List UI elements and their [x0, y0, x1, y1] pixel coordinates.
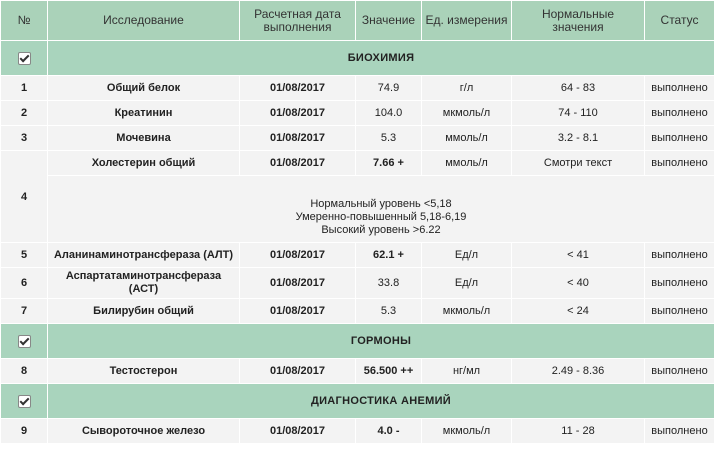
row-test-name: Билирубин общий	[48, 299, 240, 324]
header-date[interactable]: Расчетная дата выполнения	[240, 1, 356, 41]
row-num: 9	[1, 419, 48, 444]
section-checkbox[interactable]	[18, 395, 31, 408]
row-test-name: Тестостерон	[48, 359, 240, 384]
row-unit: мкмоль/л	[422, 101, 512, 126]
section-row-hormones	[1, 324, 714, 359]
row-num: 1	[1, 76, 48, 101]
table-header-row	[1, 1, 714, 41]
row-test-name: Общий белок	[48, 76, 240, 101]
note-line: Нормальный уровень <5,18	[310, 197, 452, 210]
section-checkbox[interactable]	[18, 52, 31, 65]
row-value: 5.3	[356, 126, 422, 151]
row-test-name: Аспартатаминотрансфераза (АСТ)	[48, 268, 240, 299]
reference-note	[48, 176, 714, 243]
table-row[interactable]	[1, 76, 714, 101]
table-row[interactable]	[1, 126, 714, 151]
row-date: 01/08/2017	[240, 151, 356, 176]
row-normal: 3.2 - 8.1	[512, 126, 645, 151]
row-note	[1, 176, 714, 243]
row-status: выполнено	[645, 76, 714, 101]
row-value: 62.1 +	[356, 243, 422, 268]
section-row-anemia	[1, 384, 714, 419]
row-value: 5.3	[356, 299, 422, 324]
row-test-name: Креатинин	[48, 101, 240, 126]
row-test-name: Сывороточное железо	[48, 419, 240, 444]
section-title: ГОРМОНЫ	[48, 324, 714, 359]
row-normal: < 40	[512, 268, 645, 299]
row-status: выполнено	[645, 243, 714, 268]
row-num: 2	[1, 101, 48, 126]
row-value: 7.66 +	[356, 151, 422, 176]
row-num: 6	[1, 268, 48, 299]
row-test-name: Мочевина	[48, 126, 240, 151]
row-status: выполнено	[645, 299, 714, 324]
section-checkbox-cell	[1, 41, 48, 76]
row-value: 4.0 -	[356, 419, 422, 444]
row-num: 3	[1, 126, 48, 151]
note-line: Высокий уровень >6.22	[321, 223, 441, 236]
row-value: 56.500 ++	[356, 359, 422, 384]
table-row[interactable]	[1, 268, 714, 299]
row-date: 01/08/2017	[240, 268, 356, 299]
row-date: 01/08/2017	[240, 101, 356, 126]
row-num: 5	[1, 243, 48, 268]
section-checkbox-cell	[1, 324, 48, 359]
row-status: выполнено	[645, 101, 714, 126]
row-value: 74.9	[356, 76, 422, 101]
header-num: №	[1, 1, 48, 41]
row-unit: ммоль/л	[422, 126, 512, 151]
row-date: 01/08/2017	[240, 243, 356, 268]
row-status: выполнено	[645, 419, 714, 444]
row-date: 01/08/2017	[240, 419, 356, 444]
row-num: 4	[1, 151, 48, 243]
row-test-name: Аланинаминотрансфераза (АЛТ)	[48, 243, 240, 268]
row-normal: 11 - 28	[512, 419, 645, 444]
row-normal: 74 - 110	[512, 101, 645, 126]
note-line: Умеренно-повышенный 5,18-6,19	[295, 210, 467, 223]
row-date: 01/08/2017	[240, 299, 356, 324]
header-value[interactable]: Значение	[356, 1, 422, 41]
row-normal: < 24	[512, 299, 645, 324]
table-row[interactable]	[1, 151, 714, 176]
row-unit: Ед/л	[422, 268, 512, 299]
section-checkbox[interactable]	[18, 335, 31, 348]
row-value: 33.8	[356, 268, 422, 299]
row-unit: мкмоль/л	[422, 299, 512, 324]
row-status: выполнено	[645, 126, 714, 151]
row-unit: г/л	[422, 76, 512, 101]
row-status: выполнено	[645, 268, 714, 299]
row-normal: 2.49 - 8.36	[512, 359, 645, 384]
row-num: 7	[1, 299, 48, 324]
row-unit: нг/мл	[422, 359, 512, 384]
section-checkbox-cell	[1, 384, 48, 419]
row-unit: ммоль/л	[422, 151, 512, 176]
row-unit: Ед/л	[422, 243, 512, 268]
row-date: 01/08/2017	[240, 359, 356, 384]
header-status[interactable]: Статус	[645, 1, 714, 41]
table-row[interactable]	[1, 299, 714, 324]
row-normal: < 41	[512, 243, 645, 268]
section-title: ДИАГНОСТИКА АНЕМИЙ	[48, 384, 714, 419]
row-value: 104.0	[356, 101, 422, 126]
row-status: выполнено	[645, 151, 714, 176]
table-row[interactable]	[1, 419, 714, 444]
row-normal: 64 - 83	[512, 76, 645, 101]
section-title: БИОХИМИЯ	[48, 41, 714, 76]
table-row[interactable]	[1, 101, 714, 126]
header-normal[interactable]: Нормальные значения	[512, 1, 645, 41]
table-row[interactable]	[1, 243, 714, 268]
section-row-biochemistry	[1, 41, 714, 76]
row-normal: Смотри текст	[512, 151, 645, 176]
row-test-name: Холестерин общий	[48, 151, 240, 176]
row-status: выполнено	[645, 359, 714, 384]
row-num: 8	[1, 359, 48, 384]
header-test[interactable]: Исследование	[48, 1, 240, 41]
row-date: 01/08/2017	[240, 126, 356, 151]
table-row[interactable]	[1, 359, 714, 384]
row-unit: мкмоль/л	[422, 419, 512, 444]
row-date: 01/08/2017	[240, 76, 356, 101]
header-unit[interactable]: Ед. измерения	[422, 1, 512, 41]
